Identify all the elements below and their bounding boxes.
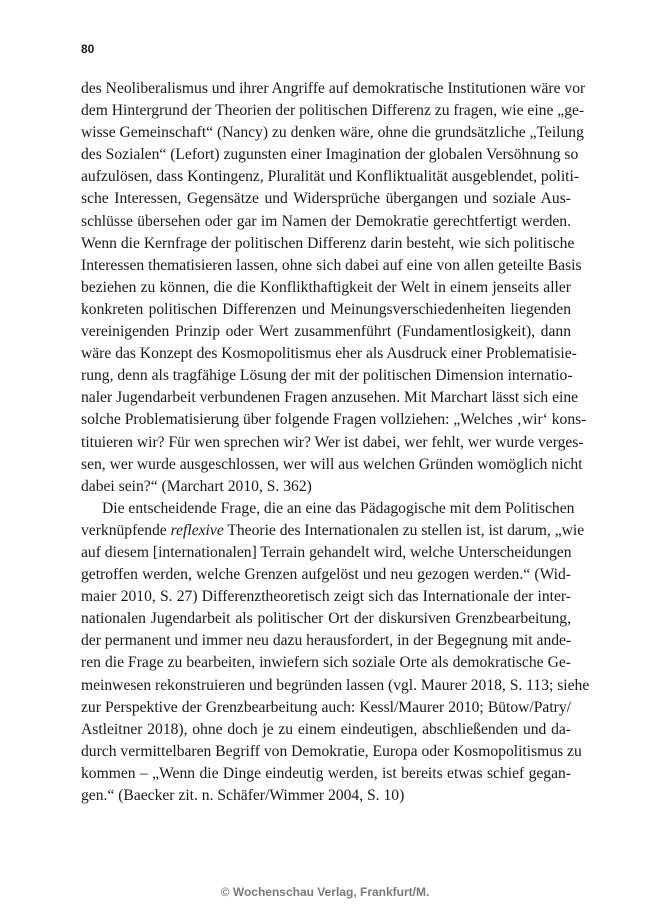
text-line: Interessen thematisieren lassen, ohne sich dabei auf eine von allen geteilte Basis xyxy=(81,256,582,274)
text-fragment: verknüpfende xyxy=(81,521,171,539)
text-line: Wenn die Kernfrage der politischen Differenz darin besteht, wie sich politische xyxy=(81,234,575,252)
page-number: 80 xyxy=(81,42,95,56)
text-line: wisse Gemeinschaft“ (Nancy) zu denken wäre, ohne die grundsätzliche „Teilung xyxy=(81,124,584,142)
text-line: des Sozialen“ (Lefort) zugunsten einer Imagination der globalen Versöhnung so xyxy=(81,146,579,164)
text-line: sen, wer wurde ausgeschlossen, wer will aus welchen Gründen womöglich nicht xyxy=(81,455,583,473)
text-line: auf diesem [internationalen] Terrain gehandelt wird, welche Unterscheidungen xyxy=(81,543,572,561)
text-line: getroffen werden, welche Grenzen aufgelöst und neu gezogen werden.“ (Wid- xyxy=(81,566,571,584)
text-line: vereinigenden Prinzip oder Wert zusammenführt (Fundamentlosigkeit), dann xyxy=(81,323,571,341)
text-line: wäre das Konzept des Kosmopolitismus eher als Ausdruck einer Problematisie- xyxy=(81,345,577,363)
text-line: beziehen zu können, die die Konflikthaftigkeit der Welt in einem jenseits aller xyxy=(81,278,571,296)
text-line: der permanent und immer neu dazu herausfordert, in der Begegnung mit ande- xyxy=(81,632,572,650)
copyright-footer: © Wochenschau Verlag, Frankfurt/M. xyxy=(220,885,430,899)
text-line: dabei sein?“ (Marchart 2010, S. 362) xyxy=(81,477,312,495)
text-line: rung, denn als tragfähige Lösung der mit der politischen Dimension internatio- xyxy=(81,367,573,385)
text-line: Astleitner 2018), ohne doch je zu einem eindeutigen, abschließenden und da- xyxy=(81,720,571,738)
text-line: solche Problematisierung über folgende Fragen vollziehen: „Welches ‚wir‘ kons- xyxy=(81,411,587,429)
text-line: tituieren wir? Für wen sprechen wir? Wer ist dabei, wer fehlt, wer wurde verges- xyxy=(81,433,584,451)
text-line: nationalen Jugendarbeit als politischer Ort der diskursiven Grenzbearbeitung, xyxy=(81,610,571,628)
text-line: ren die Frage zu bearbeiten, inwiefern sich soziale Orte als demokratische Ge- xyxy=(81,654,571,672)
text-line: durch vermittelbaren Begriff von Demokratie, Europa oder Kosmopolitismus zu xyxy=(81,742,582,760)
text-line: naler Jugendarbeit verbundenen Fragen anzusehen. Mit Marchart lässt sich eine xyxy=(81,389,579,407)
text-line: maier 2010, S. 27) Differenztheoretisch zeigt sich das Internationale der inter- xyxy=(81,588,571,606)
text-line: meinwesen rekonstruieren und begründen lassen (vgl. Maurer 2018, S. 113; siehe xyxy=(81,676,590,694)
text-line: sche Interessen, Gegensätze und Widersprüche übergangen und soziale Aus- xyxy=(81,190,571,208)
text-line xyxy=(81,520,585,542)
text-line: Die entscheidende Frage, die an eine das Pädagogische mit dem Politischen xyxy=(102,499,575,517)
text-line: schlüsse übersehen oder gar im Namen der Demokratie gerechtfertigt werden. xyxy=(81,212,571,230)
text-line: gen.“ (Baecker zit. n. Schäfer/Wimmer 2004, S. 10) xyxy=(81,787,405,804)
text-fragment: Theorie des Internationalen zu stellen ist, ist darum, „wie xyxy=(223,521,585,539)
text-line: zur Perspektive der Grenzbearbeitung auch: Kessl/Maurer 2010; Bütow/Patry/ xyxy=(81,698,571,716)
text-line: konkreten politischen Differenzen und Meinungsverschiedenheiten liegenden xyxy=(81,300,571,318)
body-text xyxy=(81,78,590,807)
text-line: kommen – „Wenn die Dinge eindeutig werden, ist bereits etwas schief gegan- xyxy=(81,764,571,782)
text-line: aufzulösen, dass Kontingenz, Pluralität und Konfliktualität ausgeblendet, politi- xyxy=(81,168,580,186)
text-line: des Neoliberalismus und ihrer Angriffe auf demokratische Institutionen wäre vor xyxy=(81,80,586,97)
text-line: dem Hintergrund der Theorien der politischen Differenz zu fragen, wie eine „ge- xyxy=(81,102,585,120)
emphasized-term: reflexive xyxy=(170,521,224,539)
